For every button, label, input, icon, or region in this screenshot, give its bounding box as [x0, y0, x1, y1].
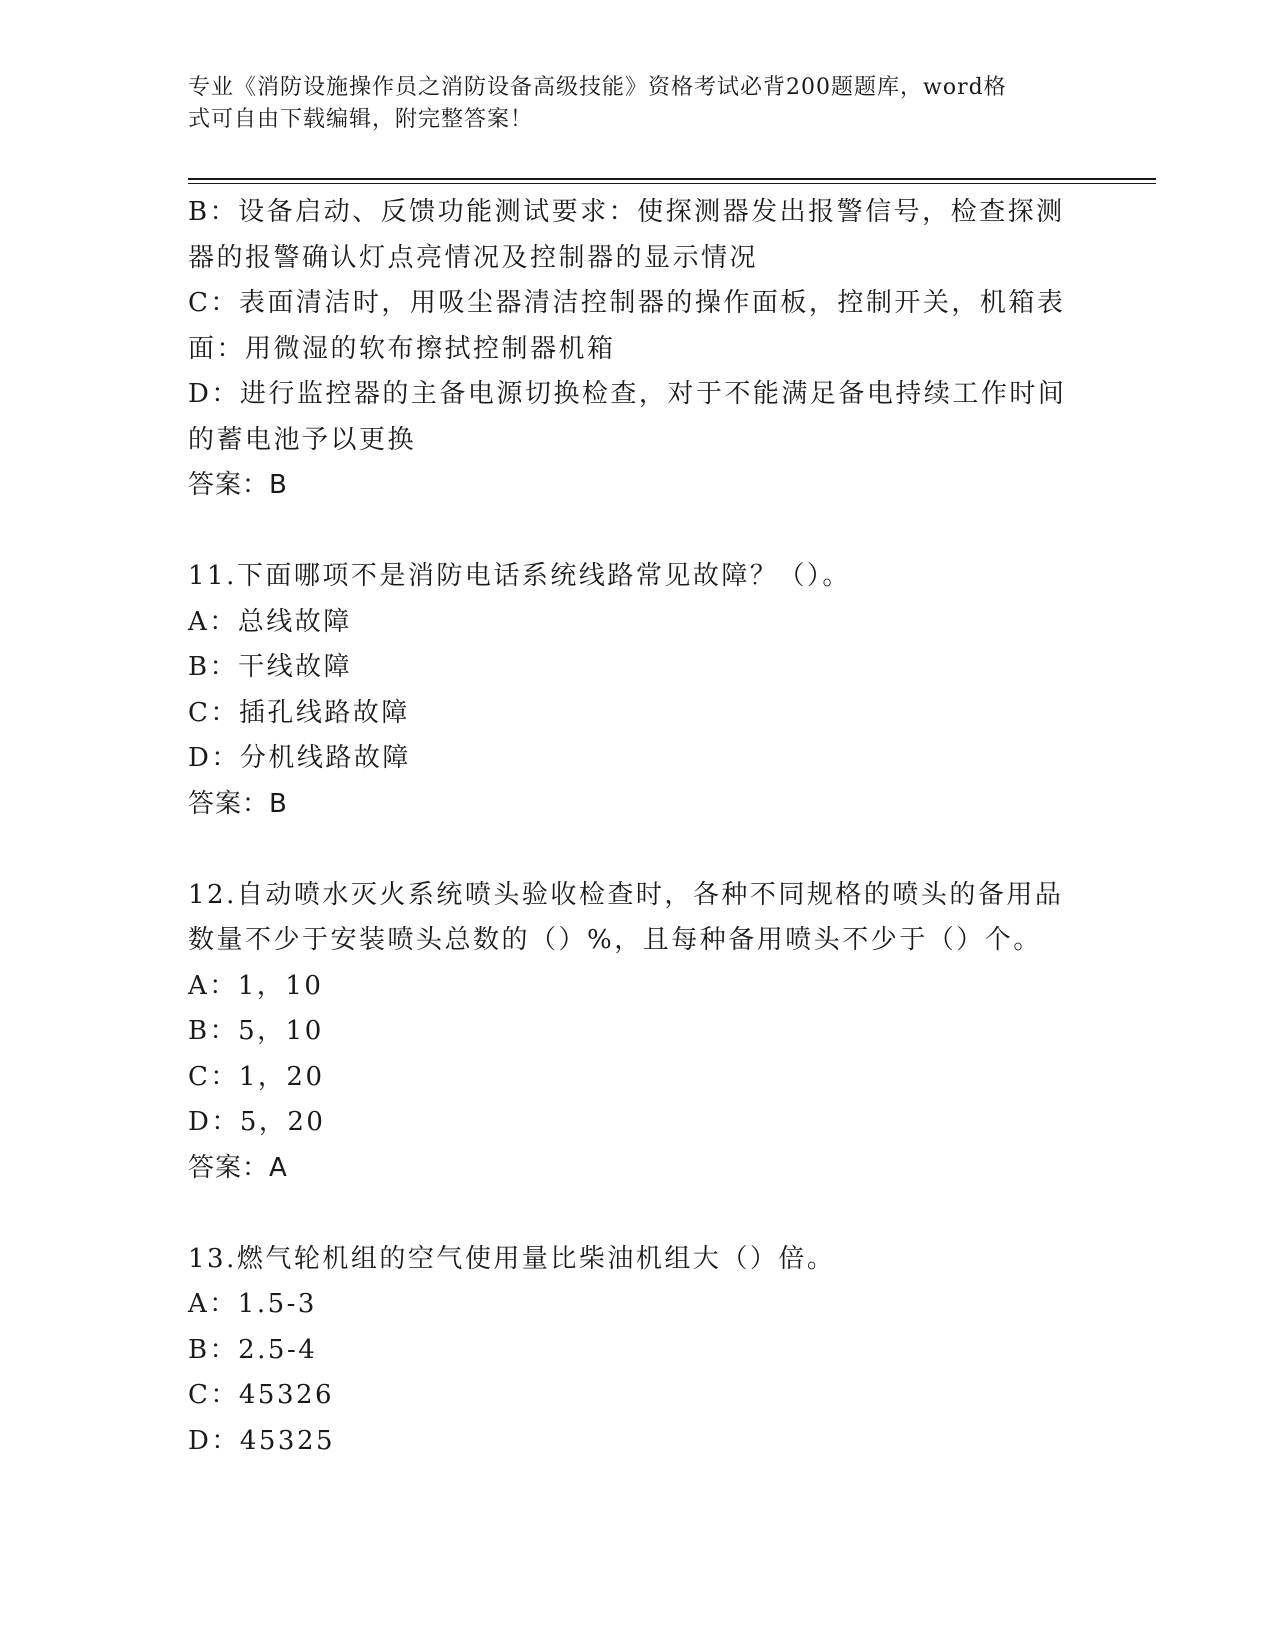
option-b: B：2.5-4 — [188, 1334, 318, 1365]
header-divider-thin — [188, 183, 1156, 184]
header-divider-thick — [188, 178, 1156, 180]
answer: 答案：B — [188, 470, 288, 500]
option-b: B：5，10 — [188, 1016, 324, 1046]
header-title-line-1: 专业《消防设施操作员之消防设备高级技能》资格考试必背200题题库，word格 — [188, 75, 1007, 100]
spacer — [188, 1191, 1088, 1237]
option-c: C：表面清洁时，用吸尘器清洁控制器的操作面板，控制开关，机箱表 — [188, 288, 1066, 318]
option-a: A：1，10 — [188, 970, 324, 1001]
question-stem: 12.自动喷水灭火系统喷头验收检查时，各种不同规格的喷头的备用品 — [188, 879, 1064, 910]
option-c-continued: 面：用微湿的软布擦拭控制器机箱 — [188, 333, 616, 364]
option-b: B：设备启动、反馈功能测试要求：使探测器发出报警信号，检查探测 — [188, 197, 1065, 227]
option-d: D：分机线路故障 — [188, 743, 411, 773]
option-a: A：总线故障 — [188, 606, 352, 637]
option-c: C：1，20 — [188, 1061, 325, 1092]
option-d-continued: 的蓄电池予以更换 — [188, 424, 417, 455]
option-c: C：45326 — [188, 1380, 335, 1410]
question-stem-continued: 数量不少于安装喷头总数的（）%，且每种备用喷头不少于（）个。 — [188, 925, 1042, 955]
question-block-11 — [188, 554, 1088, 827]
option-b-continued: 器的报警确认灯点亮情况及控制器的显示情况 — [188, 242, 759, 273]
answer: 答案：B — [188, 788, 288, 819]
spacer — [188, 827, 1088, 873]
answer: 答案：A — [188, 1152, 288, 1183]
option-b: B：干线故障 — [188, 652, 353, 682]
option-a: A：1.5-3 — [188, 1289, 317, 1319]
header-title-line-2: 式可自由下载编辑，附完整答案！ — [188, 107, 534, 132]
option-d: D：进行监控器的主备电源切换检查，对于不能满足备电持续工作时间 — [188, 379, 1067, 409]
option-c: C：插孔线路故障 — [188, 697, 410, 728]
question-stem: 11.下面哪项不是消防电话系统线路常见故障？（）。 — [188, 561, 851, 591]
option-d: D：45325 — [188, 1425, 336, 1456]
question-block-prev — [188, 190, 1088, 509]
question-list — [188, 190, 1088, 1464]
question-stem: 13.燃气轮机组的空气使用量比柴油机组大（）倍。 — [188, 1243, 836, 1274]
spacer — [188, 509, 1088, 555]
document-header — [188, 72, 1068, 136]
option-d: D：5，20 — [188, 1107, 326, 1137]
question-block-13 — [188, 1237, 1088, 1465]
question-block-12 — [188, 873, 1088, 1192]
